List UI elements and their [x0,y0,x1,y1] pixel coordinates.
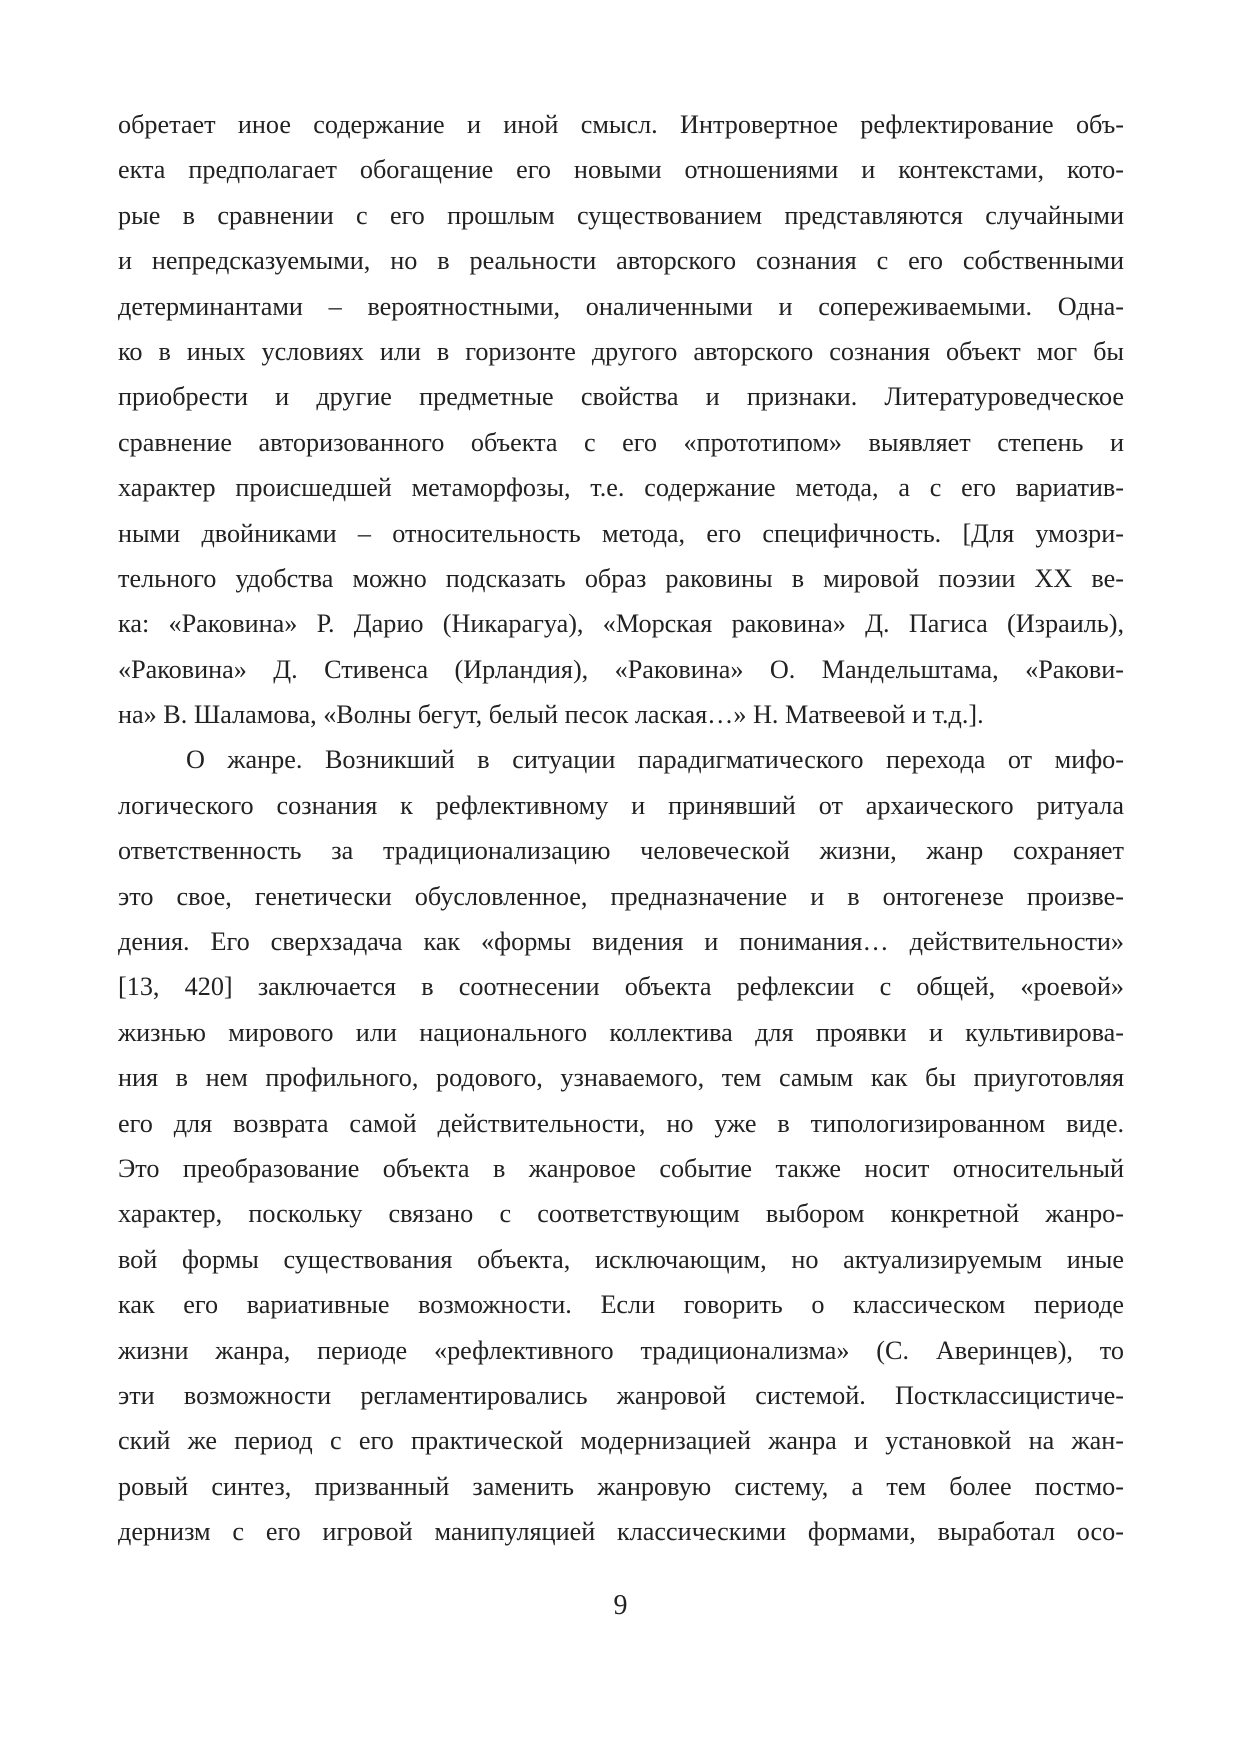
text-line: на» В. Шаламова, «Волны бегут, белый песок лаская…» Н. Матвеевой и т.д.]. [118,700,984,730]
text-line: сравнение авторизованного объекта с его «прототипом» выявляет степень и [118,427,1124,457]
text-line: вой формы существования объекта, исключающим, но актуализируемым иные [118,1244,1124,1274]
text-line: «Раковина» Д. Стивенса (Ирландия), «Раковина» О. Мандельштама, «Ракови- [118,654,1124,684]
text-line: дения. Его сверхзадача как «формы видения и понимания… действительности» [118,927,1124,957]
text-line: [13, 420] заключается в соотнесении объекта рефлексии с общей, «роевой» [118,972,1124,1002]
text-line: рые в сравнении с его прошлым существованием представляются случайными [118,200,1124,230]
text-line: О жанре. Возникший в ситуации парадигматического перехода от мифо- [186,745,1124,775]
text-line: логического сознания к рефлективному и принявший от архаического ритуала [118,790,1124,820]
text-line: ровый синтез, призванный заменить жанровую систему, а тем более постмо- [118,1471,1124,1501]
text-line: его для возврата самой действительности, но уже в типологизированном виде. [118,1108,1124,1138]
paragraph [118,102,1124,737]
text-line: приобрести и другие предметные свойства и признаки. Литературоведческое [118,382,1124,412]
text-line: ский же период с его практической модернизацией жанра и установкой на жан- [118,1426,1124,1456]
text-line: Это преобразование объекта в жанровое событие также носит относительный [118,1153,1124,1183]
text-line: ответственность за традиционализацию человеческой жизни, жанр сохраняет [118,836,1124,866]
text-line: и непредсказуемыми, но в реальности авторского сознания с его собственными [118,246,1124,276]
page-number: 9 [613,1590,628,1621]
text-line: жизни жанра, периоде «рефлективного традиционализма» (С. Аверинцев), то [118,1335,1124,1365]
text-line: тельного удобства можно подсказать образ раковины в мировой поэзии XX ве- [118,563,1124,593]
document-body [118,102,1124,1555]
text-line: обретает иное содержание и иной смысл. Интровертное рефлектирование объ- [118,110,1124,139]
text-line: эти возможности регламентировались жанровой системой. Постклассицистиче- [118,1380,1124,1410]
text-line: дернизм с его игровой манипуляцией классическими формами, выработал осо- [118,1517,1124,1547]
text-line: как его вариативные возможности. Если говорить о классическом периоде [118,1290,1124,1320]
text-line: ными двойниками – относительность метода, его специфичность. [Для умозри- [118,518,1124,548]
text-line: характер, поскольку связано с соответствующим выбором конкретной жанро- [118,1199,1124,1229]
text-line: это свое, генетически обусловленное, предназначение и в онтогенезе произве- [118,881,1124,911]
text-line: ко в иных условиях или в горизонте другого авторского сознания объект мог бы [118,336,1124,366]
text-line: екта предполагает обогащение его новыми отношениями и контекстами, кото- [118,155,1124,185]
text-line: жизнью мирового или национального коллектива для проявки и культивирова- [118,1017,1124,1047]
text-line: ка: «Раковина» Р. Дарио (Никарагуа), «Морская раковина» Д. Пагиса (Израиль), [118,609,1124,639]
text-line: ния в нем профильного, родового, узнаваемого, тем самым как бы приуготовляя [118,1063,1124,1093]
paragraph [118,737,1124,1554]
text-line: характер происшедшей метаморфозы, т.е. содержание метода, а с его вариатив- [118,473,1124,503]
text-line: детерминантами – вероятностными, оналиченными и сопереживаемыми. Одна- [118,291,1124,321]
